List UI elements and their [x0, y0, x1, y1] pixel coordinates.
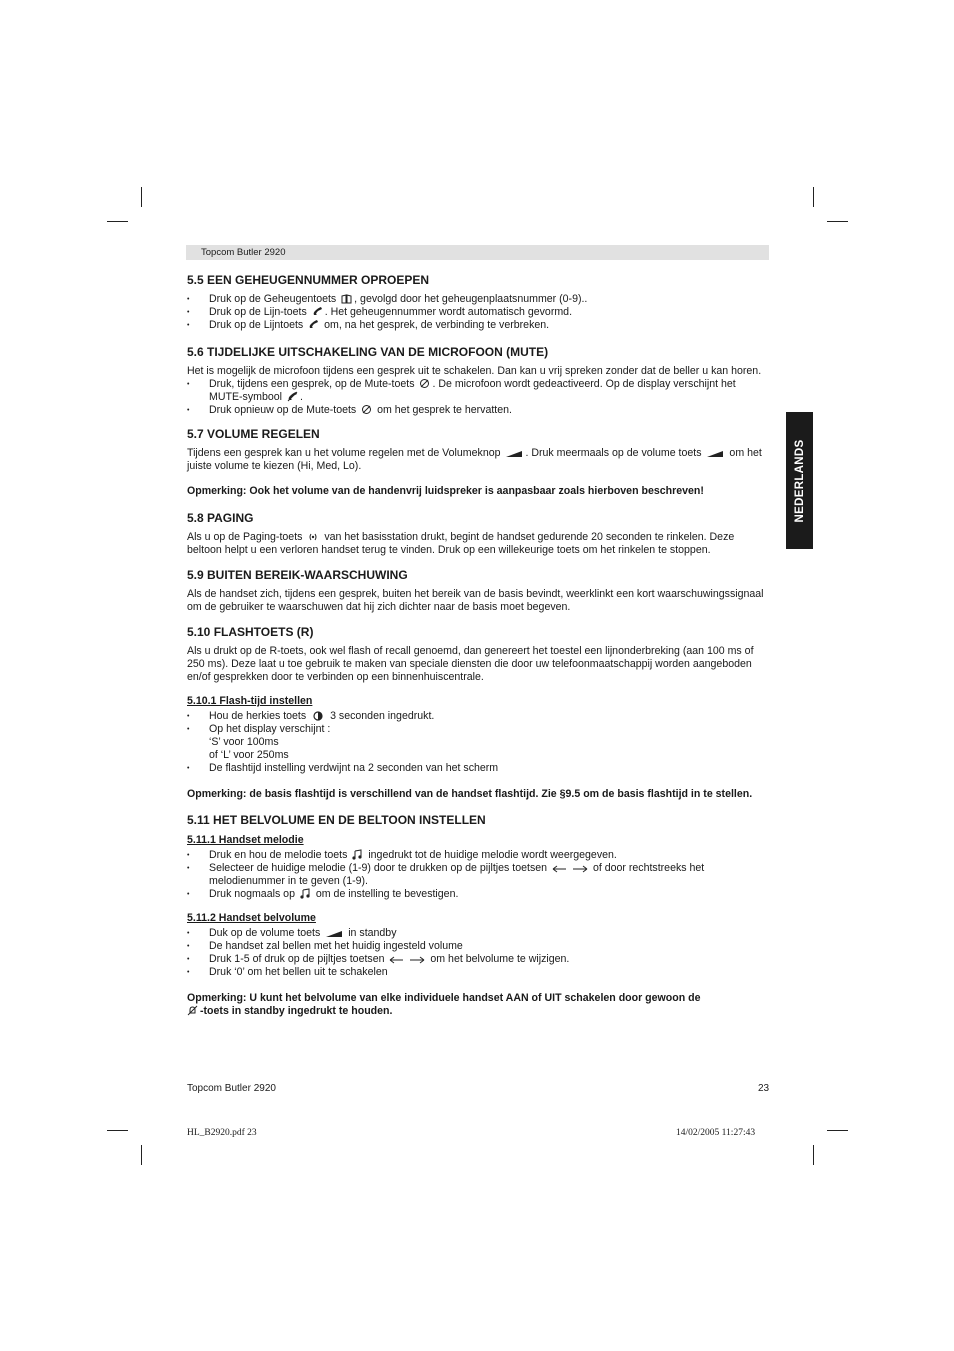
- list-item: • Duk op de volume toets in standby: [187, 927, 769, 940]
- bullet-list: [187, 927, 769, 979]
- page-content: [187, 273, 769, 1018]
- volume-icon: [325, 930, 343, 938]
- paragraph: Als u op de Paging-toets van het basisstation drukt, begint de handset gedurende 20 seconden te rinkelen. Deze beltoon helpt u een verloren handset terug te vinden. Druk op een willekeurige toets om het rinkelen te stoppen.: [187, 531, 735, 556]
- list-item: • Druk, tijdens een gesprek, op de Mute-toets . De microfoon wordt gedeactiveerd. Op de display verschijnt het MUTE-symbool .: [187, 378, 769, 404]
- paragraph: Tijdens een gesprek kan u het volume regelen met de Volumeknop . Druk meermaals op de volume toets om het juiste volume te kiezen (Hi, Med, Lo).: [187, 447, 762, 472]
- language-tab: [786, 412, 813, 549]
- bullet-list: [187, 710, 769, 736]
- running-header: [186, 245, 769, 260]
- print-filename: HL_B2920.pdf 23: [187, 1128, 257, 1138]
- paragraph: Het is mogelijk de microfoon tijdens een gesprek uit te schakelen. Dan kan u vrij spreken zonder dat de beller u kan horen.: [187, 365, 762, 377]
- list-item: • Druk en hou de melodie toets ingedrukt tot de huidige melodie wordt weergegeven.: [187, 849, 769, 862]
- list-item: • Hou de herkies toets 3 seconden ingedrukt.: [187, 710, 769, 723]
- bullet-list: [187, 378, 769, 417]
- crop-mark: [107, 1130, 128, 1131]
- list-item: • Druk op de Lijn-toets . Het geheugennummer wordt automatisch gevormd.: [187, 306, 769, 319]
- volume-icon: [505, 450, 523, 458]
- list-item: • Druk nogmaals op om de instelling te bevestigen.: [187, 888, 769, 901]
- list-item: • Druk 1-5 of druk op de pijltjes toetsen om het belvolume te wijzigen.: [187, 953, 769, 966]
- crop-mark: [813, 1145, 814, 1165]
- redial-icon: [311, 711, 325, 721]
- section-heading: 5.6 TIJDELIJKE UITSCHAKELING VAN DE MICROFOON (MUTE): [187, 345, 549, 359]
- header-title: Topcom Butler 2920: [201, 247, 286, 258]
- subsection-heading: 5.10.1 Flash-tijd instellen: [187, 695, 313, 707]
- list-item: • Op het display verschijnt :: [187, 723, 769, 736]
- list-item: • Druk opnieuw op de Mute-toets om het gesprek te hervatten.: [187, 404, 769, 417]
- melody-icon: [352, 849, 363, 860]
- note: Opmerking: U kunt het belvolume van elke individuele handset AAN of UIT schakelen door gewoon de -toets in standby ingedrukt te houden.: [187, 992, 701, 1017]
- volume-icon: [706, 450, 724, 458]
- section-heading: 5.7 VOLUME REGELEN: [187, 427, 320, 441]
- melody-icon: [300, 888, 311, 899]
- arrow-keys-icon: [552, 865, 588, 873]
- phonebook-icon: [341, 294, 352, 304]
- phone-handset-icon: [312, 306, 323, 317]
- language-tab-label: NEDERLANDS: [793, 439, 806, 522]
- subsection-heading: 5.11.2 Handset belvolume: [187, 912, 316, 924]
- crop-mark: [141, 187, 142, 207]
- list-item: • Druk op de Lijntoets om, na het gesprek, de verbinding te verbreken.: [187, 319, 769, 332]
- crop-mark: [827, 1130, 848, 1131]
- note: Opmerking: Ook het volume van de handenvrij luidspreker is aanpasbaar zoals hierboven beschreven!: [187, 485, 704, 497]
- list-item: • Druk ‘0’ om het bellen uit te schakelen: [187, 966, 769, 979]
- paragraph: Als de handset zich, tijdens een gesprek, buiten het bereik van de basis bevindt, weerklinkt een kort waarschuwingssignaal om de gebruiker te waarschuwen dat hij zich dichter naar de basis moet begeven.: [187, 588, 764, 613]
- subsection-heading: 5.11.1 Handset melodie: [187, 834, 304, 846]
- note: Opmerking: de basis flashtijd is verschillend van de handset flashtijd. Zie §9.5 om de basis flashtijd in te stellen.: [187, 788, 753, 800]
- arrow-keys-icon: [389, 956, 425, 964]
- bullet-list: [187, 762, 769, 775]
- crop-mark: [813, 187, 814, 207]
- mute-symbol-icon: [287, 391, 298, 402]
- mute-icon: [361, 404, 372, 415]
- crop-mark: [107, 221, 128, 222]
- print-datetime: 14/02/2005 11:27:43: [676, 1128, 756, 1138]
- bell-off-icon: [187, 1005, 198, 1016]
- phone-handset-icon: [308, 319, 319, 330]
- list-item: • Druk op de Geheugentoets , gevolgd door het geheugenplaatsnummer (0-9)..: [187, 293, 769, 306]
- paging-icon: [307, 532, 319, 542]
- mute-icon: [419, 378, 430, 389]
- section-heading: 5.8 PAGING: [187, 511, 254, 525]
- section-heading: 5.10 FLASHTOETS (R): [187, 625, 314, 639]
- bullet-list: [187, 293, 769, 332]
- section-heading: 5.11 HET BELVOLUME EN DE BELTOON INSTELLEN: [187, 813, 486, 827]
- list-item: • Selecteer de huidige melodie (1-9) door te drukken op de pijltjes toetsen of door rechtstreeks het melodienummer in te geven (1-9).: [187, 862, 769, 888]
- bullet-list: [187, 849, 769, 901]
- section-heading: 5.5 EEN GEHEUGENNUMMER OPROEPEN: [187, 273, 430, 287]
- indented-line: ‘S’ voor 100ms: [209, 736, 279, 748]
- footer-title: Topcom Butler 2920: [187, 1083, 276, 1094]
- crop-mark: [827, 221, 848, 222]
- indented-line: of ‘L’ voor 250ms: [209, 749, 289, 761]
- page-number: 23: [758, 1083, 770, 1094]
- list-item: • De flashtijd instelling verdwijnt na 2 seconden van het scherm: [187, 762, 769, 775]
- paragraph: Als u drukt op de R-toets, ook wel flash of recall genoemd, dan genereert het toestel een lijnonderbreking (aan 100 ms of 250 ms). Deze laat u toe gebruik te maken van speciale diensten die door uw telefoonmaatschappij worden aangeboden en/of gesprekken door te verbinden op een binnenhuiscentrale.: [187, 645, 754, 683]
- section-heading: 5.9 BUITEN BEREIK-WAARSCHUWING: [187, 568, 408, 582]
- list-item: • De handset zal bellen met het huidig ingesteld volume: [187, 940, 769, 953]
- crop-mark: [141, 1145, 142, 1165]
